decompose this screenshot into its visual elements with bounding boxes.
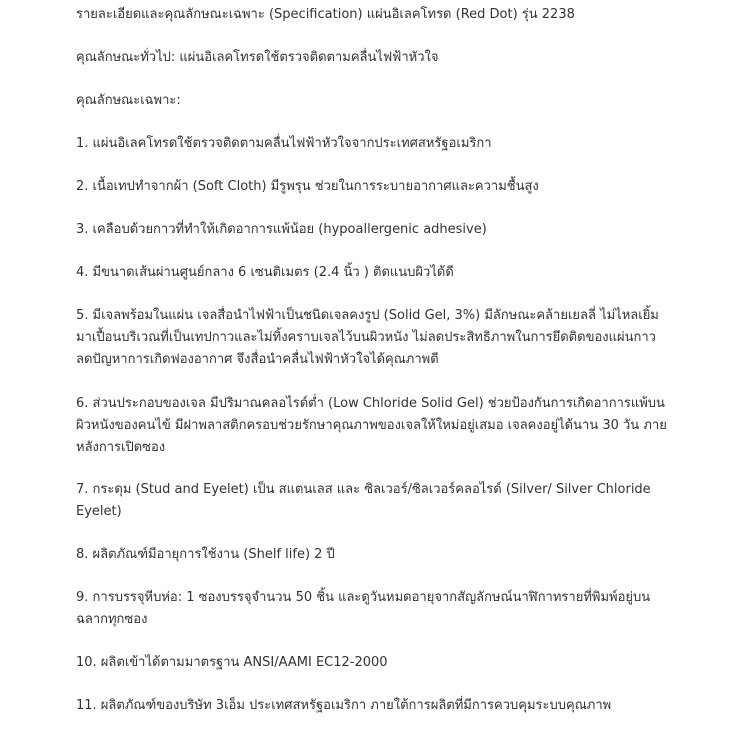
spec-item-7: 7. กระดุม (Stud and Eyelet) เป็น สแตนเลส และ ซิลเวอร์/ซิลเวอร์คลอไรด์ (Silver/ Silver Chloride Eyelet) (76, 482, 651, 519)
spec-item-2: 2. เนื้อเทปทำจากผ้า (Soft Cloth) มีรูพรุน ช่วยในการระบายอากาศและความชื้นสูง (76, 179, 539, 194)
spec-item-5: 5. มีเจลพร้อมในแผ่น เจลสื่อนำไฟฟ้าเป็นชนิดเจลคงรูป (Solid Gel, 3%) มีลักษณะคล้ายเยลลี่ ไม่ไหลเยิ้ม มาเปื้อนบริเวณที่เป็นเทปกาวและไม่ทิ้งคราบเจลไว้บนผิวหนัง ไม่ลดประสิทธิภาพในการยึดติดของแผ่นกาว ลดปัญหาการเกิดฟองอากาศ จึงสื่อนำคลื่นไฟฟ้าหัวใจได้คุณภาพดี (76, 308, 659, 367)
spec-item-9: 9. การบรรจุหีบห่อ: 1 ซองบรรจุจำนวน 50 ชิ้น และดูวันหมดอายุจากสัญลักษณ์นาฬิกาทรายที่พิมพ์อยู่บนฉลากทุกซอง (76, 590, 651, 627)
spec-item-10: 10. ผลิตเข้าได้ตามมาตรฐาน ANSI/AAMI EC12-2000 (76, 655, 388, 670)
document-title: รายละเอียดและคุณลักษณะเฉพาะ (Specification) แผ่นอิเลคโทรด (Red Dot) รุ่น 2238 (76, 7, 575, 22)
spec-item-3: 3. เคลือบด้วยกาวที่ทำให้เกิดอาการแพ้น้อย (hypoallergenic adhesive) (76, 222, 487, 237)
spec-item-8: 8. ผลิตภัณฑ์มีอายุการใช้งาน (Shelf life) 2 ปี (76, 547, 335, 562)
general-description: คุณลักษณะทั่วไป: แผ่นอิเลคโทรดใช้ตรวจติดตามคลื่นไฟฟ้าหัวใจ (76, 50, 439, 65)
spec-item-1: 1. แผ่นอิเลคโทรดใช้ตรวจติดตามคลื่นไฟฟ้าหัวใจจากประเทศสหรัฐอเมริกา (76, 136, 492, 151)
spec-heading: คุณลักษณะเฉพาะ: (76, 93, 181, 108)
spec-item-11: 11. ผลิตภัณฑ์ของบริษัท 3เอ็ม ประเทศสหรัฐอเมริกา ภายใต้การผลิตที่มีการควบคุมระบบคุณภาพ (76, 698, 612, 713)
spec-item-6: 6. ส่วนประกอบของเจล มีปริมาณคลอไรด์ต่ำ (Low Chloride Solid Gel) ช่วยป้องกันการเกิดอาการแพ้บนผิวหนังของคนไข้ มีฝาพลาสติกครอบช่วยรักษาคุณภาพของเจลให้ใหม่อยู่เสมอ เจลคงอยู่ได้นาน 30 วัน ภายหลังการเปิดซอง (76, 396, 667, 455)
spec-item-4: 4. มีขนาดเส้นผ่านศูนย์กลาง 6 เซนติเมตร (2.4 นิ้ว ) ติดแนบผิวได้ดี (76, 265, 454, 280)
